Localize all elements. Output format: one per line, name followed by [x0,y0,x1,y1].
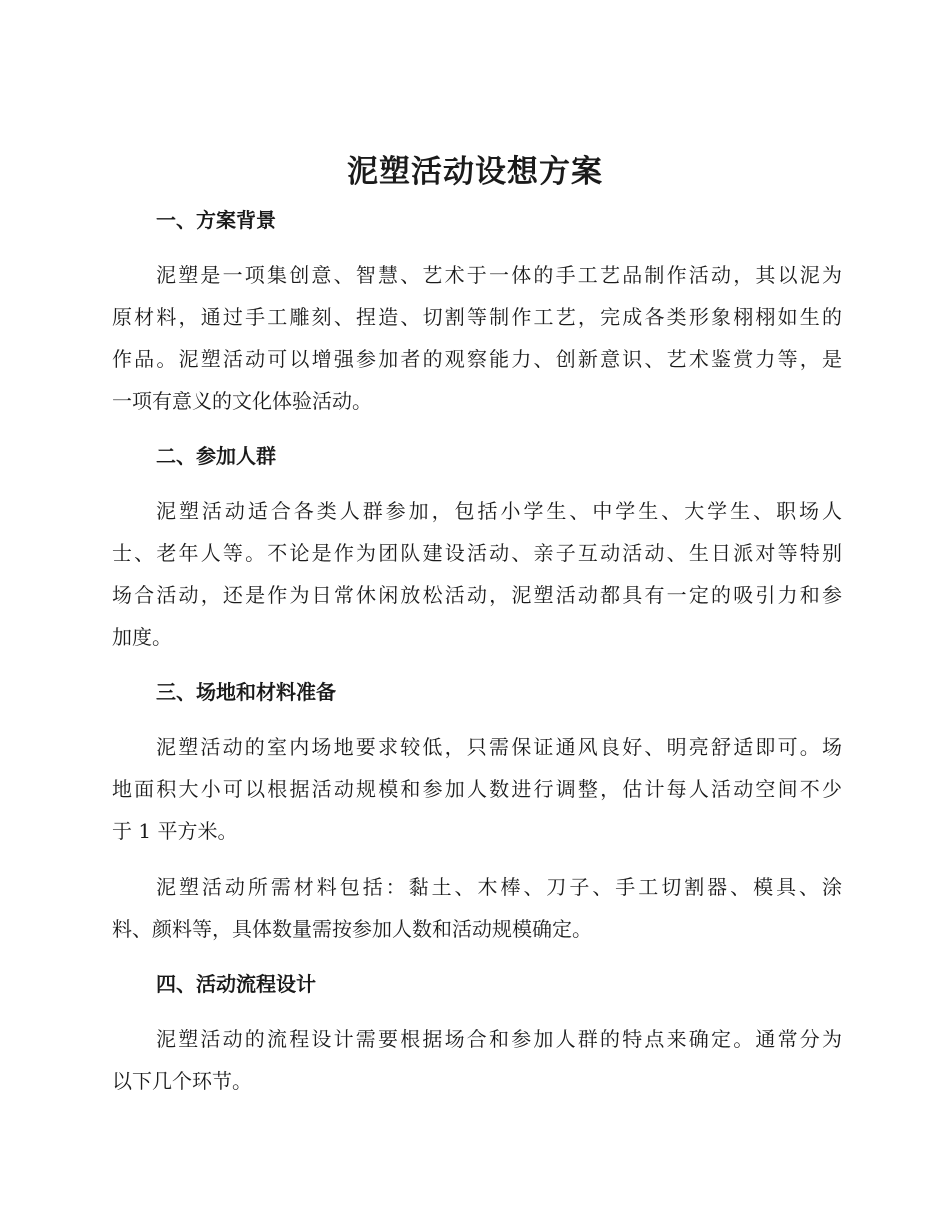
paragraph-materials [112,866,842,950]
paragraph-line: 原材料，通过手工雕刻、捏造、切割等制作工艺，完成各类形象栩栩如生的 [112,305,842,329]
paragraph-line: 士、老年人等。不论是作为团队建设活动、亲子互动活动、生日派对等特别 [112,541,842,565]
paragraph-line: 泥塑活动的室内场地要求较低，只需保证通风良好、明亮舒适即可。场 [156,735,842,759]
paragraph-line: 料、颜料等，具体数量需按参加人数和活动规模确定。 [112,917,592,941]
section-heading-background: 一、方案背景 [156,208,276,232]
paragraph-line: 于 1 平方米。 [112,819,238,843]
paragraph-line: 泥塑活动适合各类人群参加，包括小学生、中学生、大学生、职场人 [156,499,842,523]
paragraph-process [112,1018,842,1102]
document-title: 泥塑活动设想方案 [347,154,603,190]
paragraph-line: 泥塑是一项集创意、智慧、艺术于一体的手工艺品制作活动，其以泥为 [156,263,842,287]
paragraph-venue [112,726,842,852]
paragraph-line: 泥塑活动所需材料包括：黏土、木棒、刀子、手工切割器、模具、涂 [156,875,842,899]
section-heading-process: 四、活动流程设计 [156,972,316,996]
paragraph-line: 地面积大小可以根据活动规模和参加人数进行调整，估计每人活动空间不少 [112,777,842,801]
section-heading-participants: 二、参加人群 [156,444,276,468]
paragraph-line: 一项有意义的文化体验活动。 [112,389,372,413]
paragraph-line: 泥塑活动的流程设计需要根据场合和参加人群的特点来确定。通常分为 [156,1027,842,1051]
paragraph-line: 以下几个环节。 [112,1069,252,1093]
paragraph-participants [112,490,842,658]
section-heading-venue-materials: 三、场地和材料准备 [156,680,336,704]
paragraph-line: 加度。 [112,625,172,649]
paragraph-line: 作品。泥塑活动可以增强参加者的观察能力、创新意识、艺术鉴赏力等，是 [112,347,842,371]
paragraph-line: 场合活动，还是作为日常休闲放松活动，泥塑活动都具有一定的吸引力和参 [112,583,842,607]
paragraph-background [112,254,842,422]
